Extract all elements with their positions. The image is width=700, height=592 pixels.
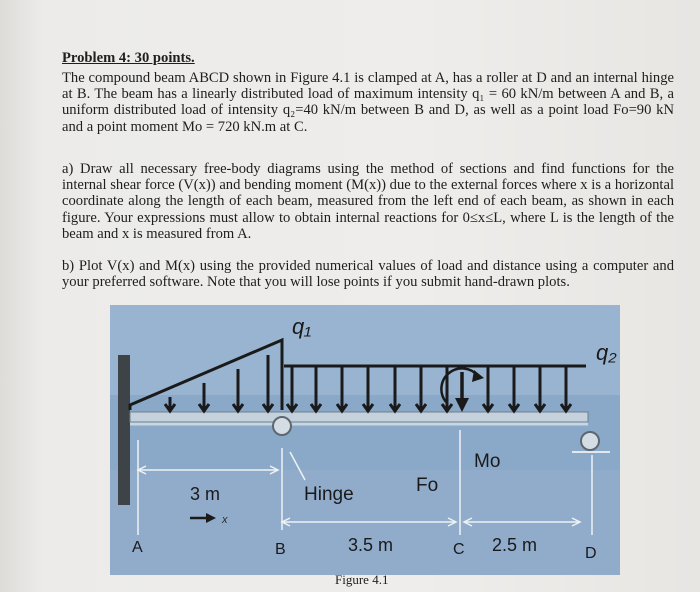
problem-part-b: b) Plot V(x) and M(x) using the provided numerical values of load and distance using a computer and your preferred software. Note that you will lose points if you submit hand-drawn plots. [62, 258, 674, 291]
label-q1: q₁ [292, 314, 312, 339]
problem-part-a: a) Draw all necessary free-body diagrams using the method of sections and find functions for the internal shear force (V(x)) and bending moment (M(x)) due to the external forces where x is a horizontal coordinate along the length of each beam, measured from the left end of each beam, as shown in each figure. Your expressions must allow to obtain internal reactions for 0≤x≤L, where L is the length of the beam and x is measured from A. [62, 161, 674, 242]
hinge-b [273, 417, 291, 435]
label-fo: Fo [416, 475, 439, 496]
label-mo: Mo [474, 451, 501, 472]
label-hinge: Hinge [304, 484, 354, 505]
problem-intro: The compound beam ABCD shown in Figure 4.1 is clamped at A, has a roller at D and an internal hinge at B. The beam has a linearly distributed load of maximum intensity q₁ = 60 kN/m between A and B, a uniform distributed load of intensity q₂=40 kN/m between B and D, as well as a point load Fo=90 kN and a point moment Mo = 720 kN.m at C. [62, 70, 674, 135]
beam-abcd [130, 412, 588, 422]
label-dim-ab: 3 m [190, 484, 221, 504]
label-a: A [132, 539, 143, 556]
figure-caption: Figure 4.1 [335, 572, 389, 587]
label-dim-bc: 3.5 m [348, 535, 394, 555]
label-dim-cd: 2.5 m [492, 535, 538, 555]
label-b: B [275, 541, 286, 558]
label-x: x [222, 514, 228, 526]
label-q2: q₂ [596, 340, 617, 365]
label-c: C [453, 541, 465, 558]
label-d: D [585, 545, 597, 562]
clamp-wall [118, 355, 130, 505]
problem-title: Problem 4: 30 points. [62, 50, 195, 66]
